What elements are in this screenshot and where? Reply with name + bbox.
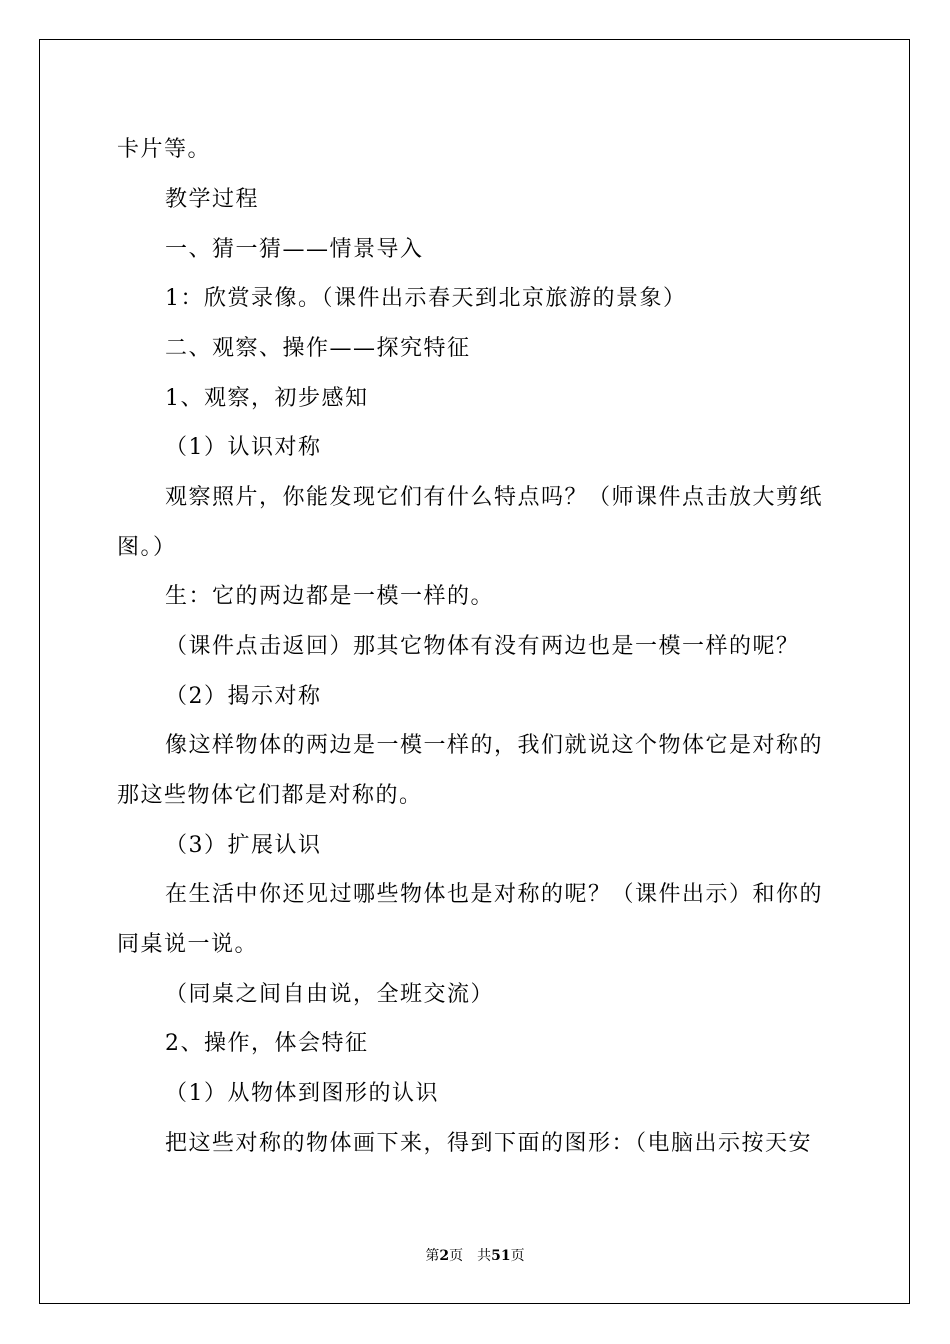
page-suffix: 页 [449, 1248, 464, 1264]
text-line: 卡片等。 [117, 137, 212, 162]
text-line: 1：欣赏录像。（课件出示春天到北京旅游的景象） [165, 286, 687, 311]
total-prefix: 共 [477, 1248, 492, 1264]
text-line: 在生活中你还见过哪些物体也是对称的呢？（课件出示）和你的 [165, 882, 824, 907]
text-line: 观察照片，你能发现它们有什么特点吗？（师课件点击放大剪纸 [165, 485, 824, 510]
page-prefix: 第 [425, 1248, 440, 1264]
text-line: （1）认识对称 [165, 435, 322, 460]
text-line: 二、观察、操作——探究特征 [165, 336, 471, 361]
text-line: 教学过程 [165, 187, 260, 212]
text-line: 1、观察，初步感知 [165, 386, 369, 411]
text-line: 那这些物体它们都是对称的。 [117, 783, 423, 808]
text-line: 2、操作，体会特征 [165, 1031, 369, 1056]
text-line: 一、猜一猜——情景导入 [165, 237, 424, 262]
page-number: 2 [439, 1248, 450, 1264]
text-line: （课件点击返回）那其它物体有没有两边也是一模一样的呢？ [165, 634, 800, 659]
page-footer [0, 1247, 950, 1265]
text-line: 生：它的两边都是一模一样的。 [165, 584, 495, 609]
text-line: 同桌说一说。 [117, 932, 259, 957]
text-line: （2）揭示对称 [165, 684, 322, 709]
page-border [39, 39, 910, 1304]
text-line: 像这样物体的两边是一模一样的，我们就说这个物体它是对称的 [165, 733, 824, 758]
text-line: （1）从物体到图形的认识 [165, 1081, 439, 1106]
total-pages: 51 [491, 1248, 511, 1264]
text-line: 图。） [117, 535, 177, 560]
total-suffix: 页 [510, 1248, 525, 1264]
text-line: （同桌之间自由说，全班交流） [165, 982, 495, 1007]
text-line: 把这些对称的物体画下来，得到下面的图形：（电脑出示按天安 [165, 1131, 813, 1156]
text-line: （3）扩展认识 [165, 833, 322, 858]
